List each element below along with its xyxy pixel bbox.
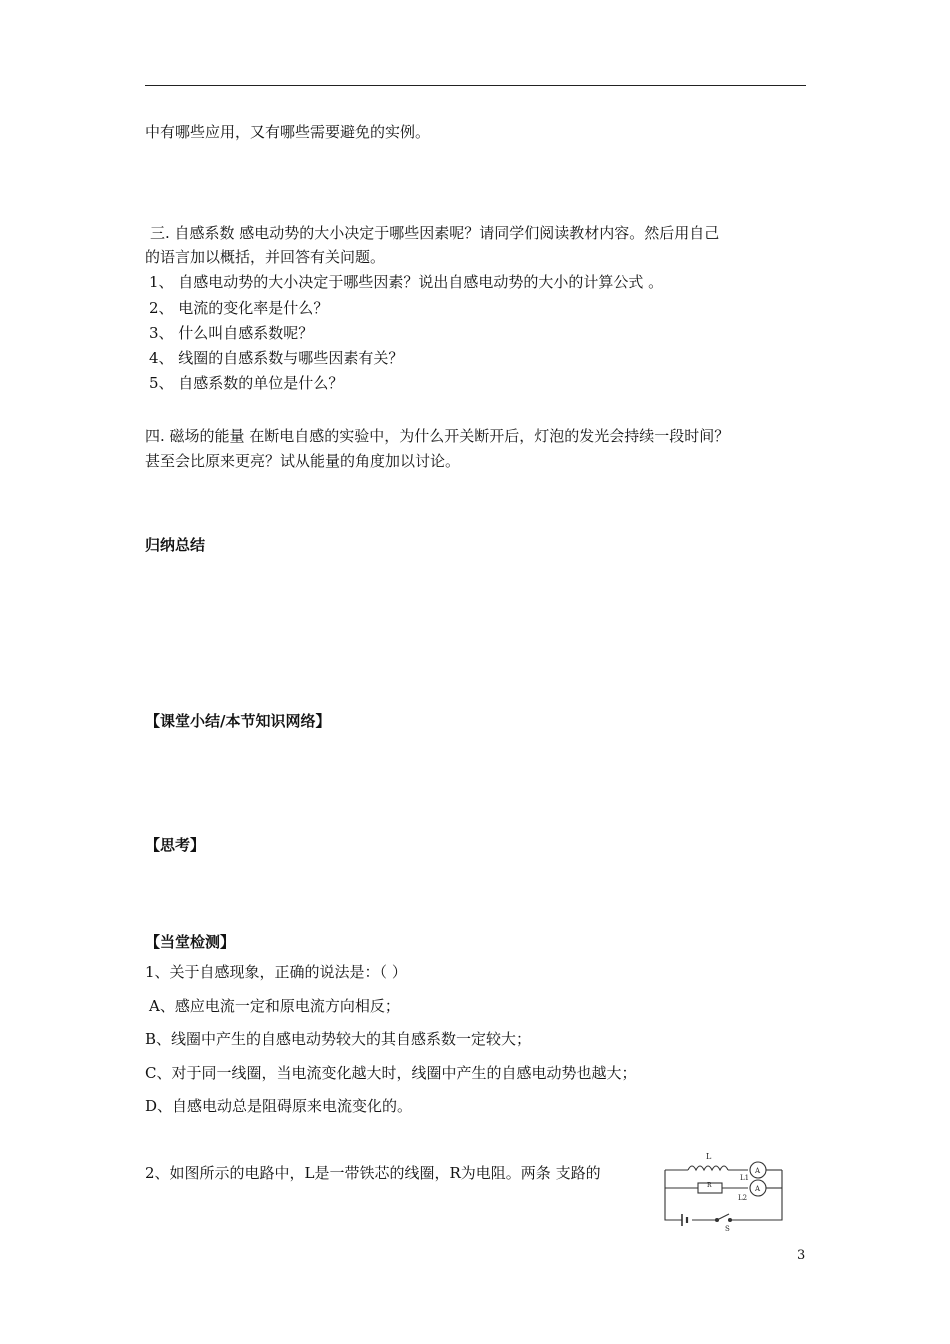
question1-option-c: C、对于同一线圈，当电流变化越大时，线圈中产生的自感电动势也越大； [145,1064,637,1082]
question1-stem: 1、关于自感现象，正确的说法是：（ ） [145,963,407,981]
question1-option-b: B、线圈中产生的自感电动势较大的其自感系数一定较大； [145,1030,532,1048]
lamp1-label: L1 [740,1174,750,1182]
page-number: 3 [797,1248,806,1263]
lamp2-label: L2 [738,1194,748,1202]
question1-option-d: D、自感电动总是阻碍原来电流变化的。 [145,1097,413,1115]
heading-in-class-test: 【当堂检测】 [145,933,236,951]
inductor-coil [688,1166,728,1170]
header-rule [145,85,806,86]
question1-option-a: A、感应电流一定和原电流方向相反； [149,997,400,1015]
heading-knowledge-network: 【课堂小结/本节知识网络】 [145,712,331,730]
circuit-left-wire [665,1170,682,1220]
heading-think: 【思考】 [145,836,206,854]
section3-line1: 三. 自感系数 感电动势的大小决定于哪些因素呢？请同学们阅读教材内容。然后用自己 [150,224,720,242]
section3-question-3: 3、 什么叫自感系数呢？ [149,324,314,342]
circuit-diagram [660,1148,788,1232]
resistor-label: R [707,1182,712,1189]
switch-label: S [725,1225,730,1232]
section3-question-5: 5、 自感系数的单位是什么？ [149,374,344,392]
inductor-label: L [706,1152,712,1161]
section3-line2: 的语言加以概括，并回答有关问题。 [145,248,386,266]
intro-tail-line: 中有哪些应用，又有哪些需要避免的实例。 [145,123,431,141]
heading-summary: 归纳总结 [145,536,206,554]
ammeter-2-label: A [755,1185,761,1193]
question2-stem: 2、如图所示的电路中，L是一带铁芯的线圈，R为电阻。两条 支路的 [145,1164,601,1182]
section3-question-2: 2、 电流的变化率是什么？ [149,299,329,317]
section4-line1: 四. 磁场的能量 在断电自感的实验中，为什么开关断开后，灯泡的发光会持续一段时间？ [145,427,730,445]
section3-question-1: 1、 自感电动势的大小决定于哪些因素？说出自感电动势的大小的计算公式 。 [149,273,664,291]
section4-line2: 甚至会比原来更亮？试从能量的角度加以讨论。 [145,452,461,470]
ammeter-1-label: A [755,1167,761,1175]
section3-question-4: 4、 线圈的自感系数与哪些因素有关？ [149,349,404,367]
switch-blade [717,1214,729,1220]
